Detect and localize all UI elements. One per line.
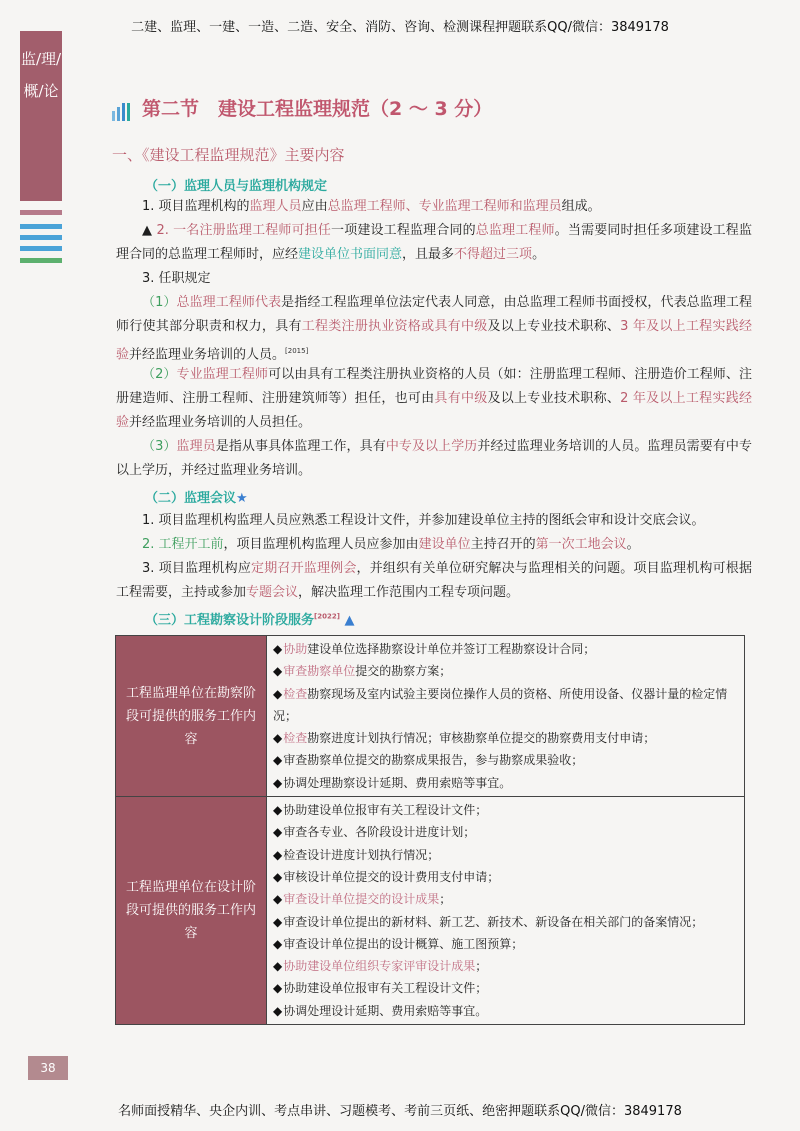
list-item: ◆审查设计单位提交的设计成果；: [273, 892, 452, 907]
part-title: 一、《建设工程监理规范》主要内容: [112, 146, 345, 164]
side-stripe: [20, 246, 62, 251]
list-item: ◆审查设计单位提出的设计概算、施工图预算；: [273, 936, 524, 951]
list-item: ◆协调处理设计延期、费用索赔等事宜。: [273, 1003, 488, 1018]
page-number: 38: [28, 1056, 68, 1080]
design-stage-cell: 工程监理单位在设计阶段可提供的服务工作内容: [116, 797, 267, 1025]
list-item: ◆审查勘察单位提交的勘察成果报告，参与勘察成果验收；: [273, 753, 584, 768]
list-item: ◆协助建设单位组织专家评审设计成果；: [273, 959, 488, 974]
list-item: ◆检查勘察进度计划执行情况；审核勘察单位提交的勘察费用支付申请；: [273, 731, 656, 746]
side-stripe: [20, 210, 62, 215]
service-table: [115, 635, 745, 1025]
subsection-title-1: （一）监理人员与监理机构规定: [145, 179, 328, 194]
list-item: ◆协助建设单位选择勘察设计单位并签订工程勘察设计合同；: [273, 642, 596, 656]
star-icon: ★: [236, 491, 248, 506]
subsection-title-2: （二）监理会议★: [145, 491, 248, 506]
triangle-icon: ▲: [142, 223, 153, 238]
design-items-cell: [267, 797, 745, 1025]
paragraph-8: 2. 工程开工前，项目监理机构监理人员应参加由建设单位主持召开的第一次工地会议。: [142, 537, 640, 552]
list-item: ◆审查设计单位提出的新材料、新工艺、新技术、新设备在相关部门的备案情况；: [273, 914, 704, 929]
list-item: ◆审查各专业、各阶段设计进度计划；: [273, 825, 476, 840]
paragraph-4: （1）总监理工程师代表是指经工程监理单位法定代表人同意，由总监理工程师书面授权，代表总监理工程师行使其部分职责和权力，具有工程类注册执业资格或具有中级及以上专业技术职称、3 年及以上工程实践经验并经监理业务培训的人员。[2015]: [116, 295, 752, 363]
list-item: ◆检查设计进度计划执行情况；: [273, 847, 440, 862]
list-item: ◆审核设计单位提交的设计费用支付申请；: [273, 869, 500, 884]
paragraph-9: 3. 项目监理机构应定期召开监理例会，并组织有关单位研究解决与监理相关的问题。项目监理机构可根据工程需要，主持或参加专题会议，解决监理工作范围内工程专项问题。: [116, 561, 752, 600]
side-stripe: [20, 235, 62, 240]
paragraph-5: （2）专业监理工程师可以由具有工程类注册执业资格的人员（如：注册监理工程师、注册造价工程师、注册建造师、注册工程师、注册建筑师等）担任，也可由具有中级及以上专业技术职称、2 年及以上工程实践经验并经监理业务培训的人员担任。: [116, 367, 752, 430]
paragraph-6: （3）监理员是指从事具体监理工作，具有中专及以上学历并经过监理业务培训的人员。监理员需要有中专以上学历，并经过监理业务培训。: [116, 439, 752, 478]
section-bars-icon: [112, 99, 132, 121]
section-title: [112, 94, 492, 121]
list-item: ◆审查勘察单位提交的勘察方案；: [273, 664, 452, 679]
survey-items-cell: [267, 636, 745, 797]
table-row: [116, 797, 745, 1025]
paragraph-2: ▲ 2. 一名注册监理工程师可担任一项建设工程监理合同的总监理工程师。当需要同时担任多项建设工程监理合同的总监理工程师时，应经建设单位书面同意，且最多不得超过三项。: [116, 223, 752, 262]
list-item: ◆协助建设单位报审有关工程设计文件；: [273, 981, 488, 996]
survey-stage-cell: 工程监理单位在勘察阶段可提供的服务工作内容: [116, 636, 267, 797]
paragraph-7: 1. 项目监理机构监理人员应熟悉工程设计文件，并参加建设单位主持的图纸会审和设计交底会议。: [142, 513, 705, 528]
list-item: ◆协助建设单位报审有关工程设计文件；: [273, 803, 488, 818]
paragraph-3: 3. 任职规定: [142, 271, 211, 286]
header-promo: 二建、监理、一建、一造、二造、安全、消防、咨询、检测课程押题联系QQ/微信：3849178: [131, 20, 669, 35]
side-stripe: [20, 224, 62, 229]
table-row: [116, 636, 745, 797]
side-chapter-tab: 监/理/概/论: [20, 31, 62, 201]
triangle-icon: ▲: [344, 613, 355, 628]
side-stripe: [20, 258, 62, 263]
list-item: ◆协调处理勘察设计延期、费用索赔等事宜。: [273, 775, 512, 790]
section-title-text: 第二节 建设工程监理规范（2 ～ 3 分）: [142, 98, 493, 120]
footer-promo: 名师面授精华、央企内训、考点串讲、习题模考、考前三页纸、绝密押题联系QQ/微信：3849178: [118, 1104, 682, 1119]
subsection-title-3: （三）工程勘察设计阶段服务[2022] ▲: [145, 612, 355, 628]
paragraph-1: 1. 项目监理机构的监理人员应由总监理工程师、专业监理工程师和监理员组成。: [142, 199, 601, 214]
list-item: ◆检查勘察现场及室内试验主要岗位操作人员的资格、所使用设备、仪器计量的检定情况；: [273, 686, 728, 723]
